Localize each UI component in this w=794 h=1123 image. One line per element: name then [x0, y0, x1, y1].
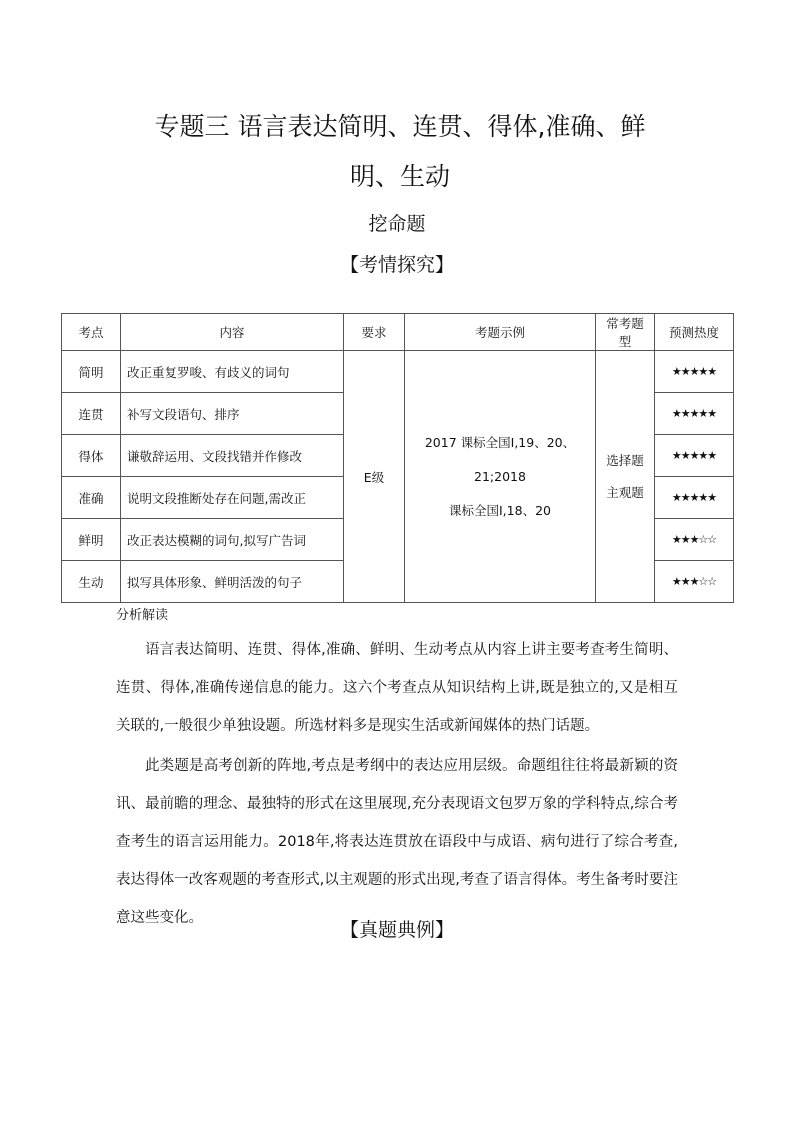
cell-heat: ★★★★★ — [655, 351, 734, 393]
table-row — [62, 351, 734, 393]
cell-content: 改正重复罗唆、有歧义的词句 — [121, 351, 344, 393]
cell-point: 生动 — [62, 561, 121, 603]
cell-content: 拟写具体形象、鲜明活泼的句子 — [121, 561, 344, 603]
subtitle: 挖命题 — [368, 213, 426, 235]
analysis-label: 分析解读 — [116, 608, 169, 623]
cell-content: 谦敬辞运用、文段找错并作修改 — [121, 435, 344, 477]
header-heat: 预测热度 — [655, 314, 734, 351]
header-content: 内容 — [121, 314, 344, 351]
analysis-paragraph-2: 此类题是高考创新的阵地,考点是考纲中的表达应用层级。命题组往往将最新颖的资讯、最前瞻的理念、最独特的形式在这里展现,充分表现语文包罗万象的学科特点,综合考查考生的语言运用能力。2018年,将表达连贯放在语段中与成语、病句进行了综合考查,表达得体一改客观题的考查形式,以主观题的形式出现,考查了语言得体。考生备考时要注意这些变化。 — [116, 758, 678, 926]
cell-heat: ★★★☆☆ — [655, 519, 734, 561]
cell-type — [596, 351, 655, 603]
cell-heat: ★★★★★ — [655, 393, 734, 435]
cell-heat: ★★★★★ — [655, 477, 734, 519]
example-line2: 课标全国Ⅰ,18、20 — [449, 502, 551, 518]
table-header-row — [62, 314, 734, 351]
cell-requirement: E级 — [344, 351, 405, 603]
cell-point: 鲜明 — [62, 519, 121, 561]
cell-point: 连贯 — [62, 393, 121, 435]
header-example: 考题示例 — [405, 314, 596, 351]
cell-point: 得体 — [62, 435, 121, 477]
header-point: 考点 — [62, 314, 121, 351]
cell-heat: ★★★☆☆ — [655, 561, 734, 603]
header-type: 常考题型 — [596, 314, 655, 351]
example-line1: 2017 课标全国Ⅰ,19、20、21;2018 — [424, 434, 576, 484]
section-heading-zhenti: 【真题典例】 — [339, 919, 454, 941]
cell-point: 简明 — [62, 351, 121, 393]
page-title-line1: 专题三 语言表达简明、连贯、得体,准确、鲜 — [154, 112, 646, 141]
type-line1: 选择题 — [606, 452, 644, 468]
cell-content: 改正表达模糊的词句,拟写广告词 — [121, 519, 344, 561]
cell-content: 补写文段语句、排序 — [121, 393, 344, 435]
section-heading-kaoqing: 【考情探究】 — [339, 254, 454, 276]
header-requirement: 要求 — [344, 314, 405, 351]
cell-content: 说明文段推断处存在问题,需改正 — [121, 477, 344, 519]
analysis-paragraph-1: 语言表达简明、连贯、得体,准确、鲜明、生动考点从内容上讲主要考查考生简明、连贯、得体,准确传递信息的能力。这六个考查点从知识结构上讲,既是独立的,又是相互关联的,一般很少单独设题。所选材料多是现实生活或新闻媒体的热门话题。 — [116, 642, 678, 734]
cell-example — [405, 351, 596, 603]
cell-point: 准确 — [62, 477, 121, 519]
type-line2: 主观题 — [606, 484, 644, 500]
exam-analysis-table — [61, 313, 734, 603]
cell-heat: ★★★★★ — [655, 435, 734, 477]
page-title-line2: 明、生动 — [349, 162, 450, 191]
